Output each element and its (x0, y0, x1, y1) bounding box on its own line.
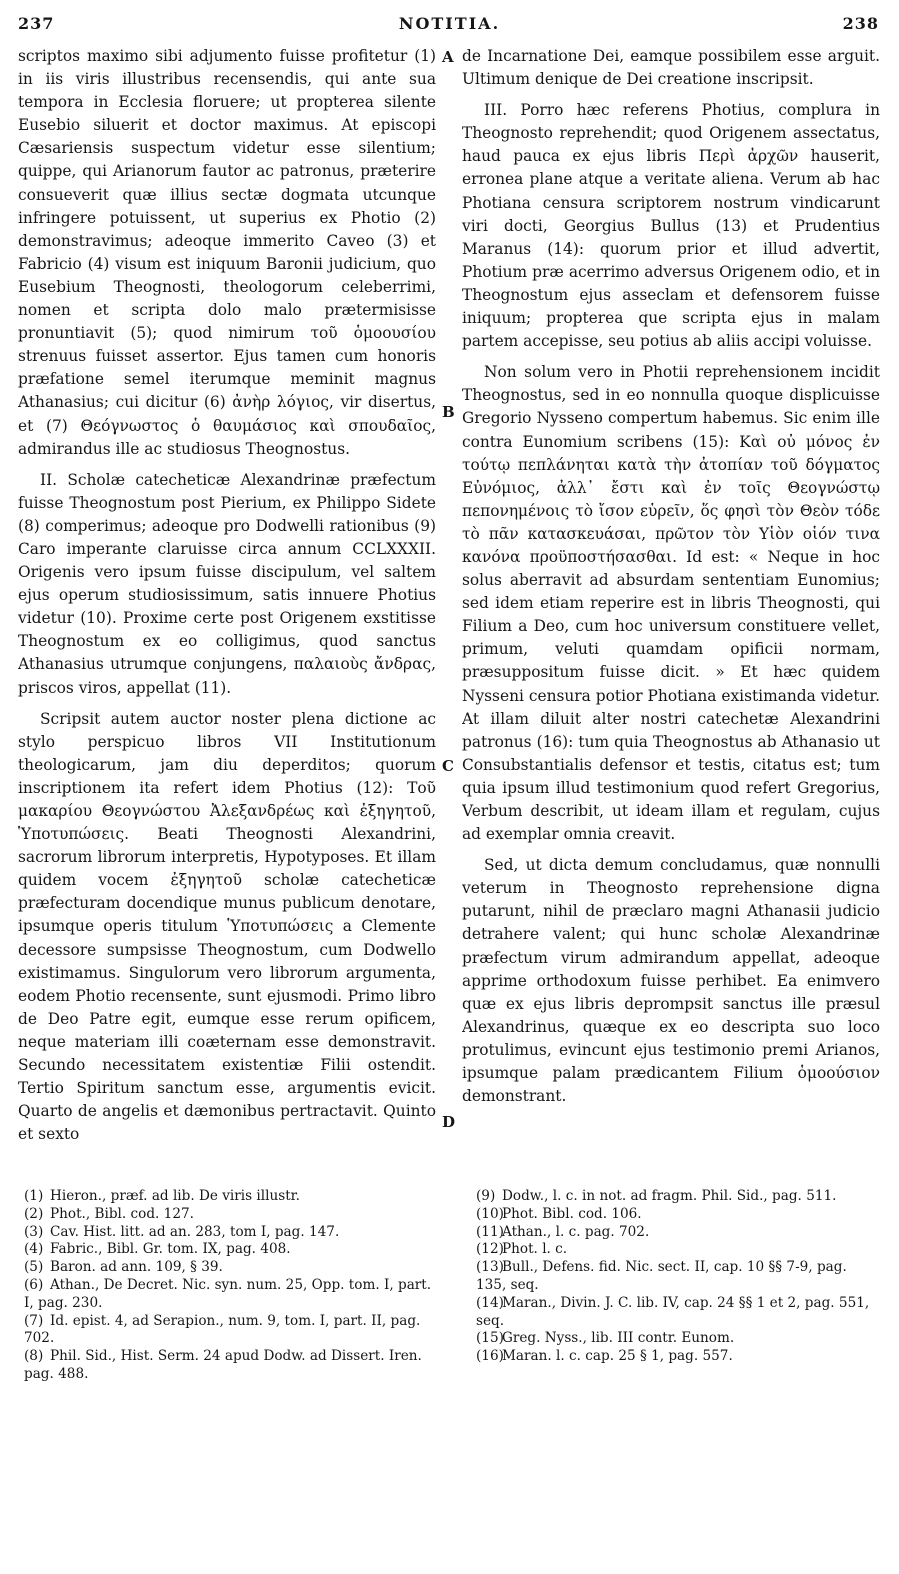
paragraph: II. Scholæ catecheticæ Alexandrinæ præfectum fuisse Theognostum post Pierium, ex Philippo Sidete (8) comperimus; adeoque pro Dodwelli rationibus (9) Caro imperante claruisse circa annum CCLXXXII. Origenis vero ipsum fuisse discipulum, vel saltem ejus operum studiosissimum, satis innuere Photius videtur (10). Proxime certe post Origenem exstitisse Theognostum ex eo colligimus, quod sanctus Athanasius utrumque conjungens, παλαιοὺς ἄνδρας, priscos viros, appellat (11). (18, 470, 436, 697)
margin-marker-b: B (442, 403, 455, 421)
footnote: (7) Id. epist. 4, ad Serapion., num. 9, tom. I, part. II, pag. 702. (24, 1312, 421, 1347)
footnote: (3) Cav. Hist. litt. ad an. 283, tom I, pag. 147. (24, 1223, 340, 1240)
right-text-column (462, 45, 880, 1170)
footnote: (5) Baron. ad ann. 109, § 39. (24, 1259, 223, 1276)
footnote: (1) Hieron., præf. ad lib. De viris illustr. (24, 1188, 300, 1204)
paragraph: III. Porro hæc referens Photius, complura in Theognosto reprehendit; quod Origenem assectatus, haud pauca ex ejus libris Περὶ ἀρχῶν hauserit, erronea plane atque a veritate aliena. Verum ab hac Photiana censura scriptorem nostrum vindicarunt viri docti, Georgius Bullus (13) et Prudentius Maranus (14): quorum prior et illud advertit, Photium præ acerrimo adversus Origenem odio, et in Theognostum ejus asseclam et defensorem fuisse iniquum; propterea que scripta ejus in malam partem accepisse, seu potius ab aliis accipi voluisse. (462, 101, 880, 351)
paragraph: Scripsit autem auctor noster plena dictione ac stylo perspicuo libros VII Institutionum theologicarum, jam diu deperditos; quorum inscriptionem ita refert idem Photius (12): Τοῦ μακαρίου Θεογνώστου Ἀλεξανδρέως καὶ ἐξηγητοῦ, Ὑποτυπώσεις. Beati Theognosti Alexandrini, sacrorum librorum interpretis, Hypotyposes. Et illam quidem vocem ἐξηγητοῦ scholæ catecheticæ præfecturam docendique munus publicum denotare, ipsumque operis titulum Ὑποτυπώσεις a Clemente decessore sumpsisse Theognostum, cum Dodwello existimamus. Singulorum vero librorum argumenta, eodem Photio recensente, sunt ejusmodi. Primo libro de Deo Patre egit, eumque esse rerum opificem, neque materiam illi coæternam esse demonstravit. Secundo necessitatem existentiæ Filii ostendit. Tertio Spiritum sanctum esse, argumentis evicit. Quarto de angelis et dæmonibus pertractavit. Quinto et sexto (18, 709, 436, 1144)
footnote: (2) Phot., Bibl. cod. 127. (24, 1205, 194, 1222)
margin-marker-a: A (442, 48, 454, 66)
paragraph: Non solum vero in Photii reprehensionem incidit Theognostus, sed in eo nonnulla quoque displicuisse Gregorio Nysseno compertum habemus. Sic enim ille contra Eunomium scribens (15): Καὶ οὐ μόνος ἐν τούτῳ πεπλάνηται κατὰ τὴν ἀτοπίαν τοῦ δόγματος Εὐνόμιος, ἀλλ᾽ ἔστι καὶ ἐν τοῖς Θεογνώστῳ πεπονημένοις τὸ ἴσον εὑρεῖν, ὅς φησὶ τὸν Θεὸν τόδε τὸ πᾶν κατασκευάσαι, πρῶτον τὸν Υἱὸν οἱόν τινα κανόνα προϋποστήσασθαι. Id est: « Neque in hoc solus aberravit ad absurdam sententiam Eunomius; sed idem etiam reperire est in libris Theognosti, qui Filium a Deo, cum hoc universum constituere vellet, primum, veluti quamdam opificii normam, præsuppositum fuisse dicit. » Et hæc quidem Nysseni censura potior Photiana existimanda videtur. At illam diluit alter nostri catechetæ Alexandrini patronus (16): tum quia Theognostus ab Athanasio ut Consubstantialis defensor et testis, citatus est; tum quia ipsum illud testimonium quod refert Gregorius, Verbum describit, ut ideam illam et regulam, cujus ad exemplar omnia creavit. (462, 363, 880, 844)
left-text-column (18, 45, 436, 1170)
footnote: (11)Athan., l. c. pag. 702. (476, 1223, 650, 1240)
footnote: (8) Phil. Sid., Hist. Serm. 24 apud Dodw. ad Dissert. Iren. pag. 488. (24, 1348, 422, 1382)
page-number-left: 237 (18, 14, 55, 33)
page-number-right: 238 (842, 14, 879, 33)
footnote: (10)Phot. Bibl. cod. 106. (476, 1205, 642, 1222)
paragraph: de Incarnatione Dei, eamque possibilem esse arguit. Ultimum denique de Dei creatione inscripsit. (462, 47, 880, 89)
running-title: NOTITIA. (398, 14, 501, 33)
footnotes-right (476, 1188, 880, 1366)
paragraph: Sed, ut dicta demum concludamus, quæ nonnulli veterum in Theognosto reprehensione digna putarunt, nihil de præclaro magni Athanasii judicio detrahere valent; qui hunc scholæ Alexandrinæ præfectum virum admirandum appellat, adeoque apprime orthodoxum fuisse perhibet. Ea enimvero quæ ex ejus libris deprompsit sanctus ille præsul Alexandrinus, quæque ex eo descripta suo loco protulimus, evincunt ejus testimonio premi Arianos, ipsumque palam prædicantem Filium ὁμοούσιον demonstrant. (462, 856, 880, 1106)
margin-marker-d: D (442, 1113, 456, 1131)
paragraph: scriptos maximo sibi adjumento fuisse profitetur (1) in iis viris illustribus recensendis, qui ante sua tempora in Ecclesia floruere; ut propterea silente Eusebio siluerit et doctor maximus. At episcopi Cæsariensis suspectum videtur esse silentium; quippe, qui Arianorum fautor ac patronus, præterire consueverit quæ illius sectæ dogmata utcunque infringere potuissent, ut superius ex Photio (2) demonstravimus; adeoque immerito Caveo (3) et Fabricio (4) visum est iniquum Baronii judicium, quo Eusebium Theognosti, theologorum celeberrimi, nomen et scripta dolo malo prætermisisse pronuntiavit (5); quod nimirum τοῦ ὁμοουσίου strenuus fuisset assertor. Ejus tamen cum honoris præfatione semel iterumque meminit magnus Athanasius; cui dicitur (6) ἀνὴρ λόγιος, vir disertus, et (7) Θεόγνωστος ὁ θαυμάσιος καὶ σπουδαῖος, admirandus ille ac studiosus Theognostus. (18, 47, 436, 458)
footnote: (4) Fabric., Bibl. Gr. tom. IX, pag. 408. (24, 1241, 291, 1258)
footnote: (12)Phot. l. c. (476, 1241, 568, 1258)
footnote: (14)Maran., Divin. J. C. lib. IV, cap. 24 §§ 1 et 2, pag. 551, seq. (476, 1294, 870, 1329)
footnote: (6) Athan., De Decret. Nic. syn. num. 25, Opp. tom. I, part. I, pag. 230. (24, 1276, 432, 1311)
margin-marker-c: C (442, 757, 454, 775)
footnote: (16)Maran. l. c. cap. 25 § 1, pag. 557. (476, 1348, 733, 1365)
footnote: (15)Greg. Nyss., lib. III contr. Eunom. (476, 1330, 735, 1347)
footnote: (9) Dodw., l. c. in not. ad fragm. Phil. Sid., pag. 511. (476, 1188, 837, 1204)
footnotes-left (24, 1188, 434, 1384)
footnote: (13)Bull., Defens. fid. Nic. sect. II, cap. 10 §§ 7-9, pag. 135, seq. (476, 1259, 847, 1293)
